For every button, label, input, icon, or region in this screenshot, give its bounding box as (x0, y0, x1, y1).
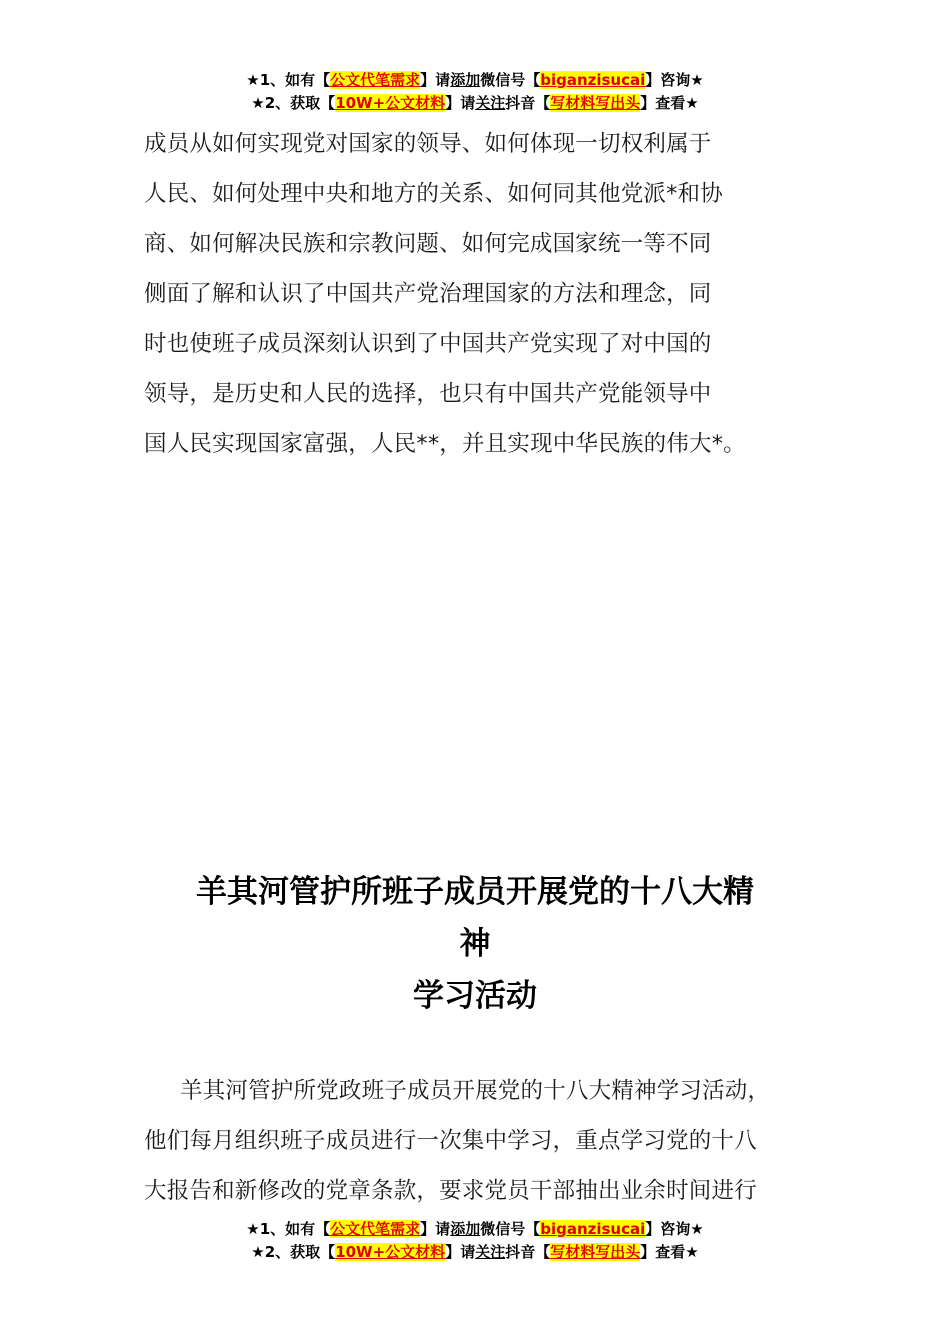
banner-text: 】咨询★ (645, 1220, 704, 1238)
banner-text: 】请 (445, 94, 476, 112)
text-line: 时也使班子成员深刻认识到了中国共产党实现了对中国的 (144, 331, 712, 357)
banner-line-1 (0, 1218, 950, 1241)
body-paragraph-1 (144, 119, 808, 469)
title-line-1: 羊其河管护所班子成员开展党的十八大精 (196, 874, 754, 910)
banner-line-2 (0, 1241, 950, 1264)
document-title (0, 866, 950, 1022)
banner-text: 】咨询★ (645, 71, 704, 89)
banner-text: 】请 (420, 1220, 451, 1238)
text-line: 成员从如何实现党对国家的领导、如何体现一切权利属于 (144, 131, 712, 157)
banner-underline: 添加 (450, 71, 481, 89)
banner-highlight: 10W+公文材料 (335, 94, 446, 112)
banner-text: 】查看★ (640, 1243, 699, 1261)
banner-text: 】请 (420, 71, 451, 89)
text-line: 商、如何解决民族和宗教问题、如何完成国家统一等不同 (144, 231, 712, 257)
text-line: 国人民实现国家富强，人民**，并且实现中华民族的伟大*。 (144, 431, 746, 457)
banner-text: 抖音【 (505, 94, 551, 112)
title-line-2: 神 (459, 926, 491, 962)
text-line: 侧面了解和认识了中国共产党治理国家的方法和理念，同 (144, 281, 712, 307)
banner-highlight: biganzisucai (540, 1220, 646, 1238)
banner-text: ★1、如有【 (246, 1220, 331, 1238)
banner-text: ★1、如有【 (246, 71, 331, 89)
banner-line-1 (0, 69, 950, 92)
header-banner (0, 69, 950, 115)
text-line: 大报告和新修改的党章条款，要求党员干部抽出业余时间进行 (144, 1178, 757, 1204)
text-line: 领导，是历史和人民的选择，也只有中国共产党能领导中 (144, 381, 712, 407)
text-line: 他们每月组织班子成员进行一次集中学习，重点学习党的十八 (144, 1128, 757, 1154)
body-paragraph-2 (144, 1066, 808, 1216)
banner-text: 】查看★ (640, 94, 699, 112)
banner-text: ★2、获取【 (251, 1243, 336, 1261)
banner-highlight: biganzisucai (540, 71, 646, 89)
banner-text: 】请 (445, 1243, 476, 1261)
banner-text: 微信号【 (480, 71, 541, 89)
banner-text: 抖音【 (505, 1243, 551, 1261)
footer-banner (0, 1218, 950, 1264)
banner-underline: 添加 (450, 1220, 481, 1238)
banner-highlight: 公文代笔需求 (330, 71, 421, 89)
banner-text: 微信号【 (480, 1220, 541, 1238)
text-line: 羊其河管护所党政班子成员开展党的十八大精神学习活动， (180, 1078, 771, 1104)
banner-highlight: 公文代笔需求 (330, 1220, 421, 1238)
banner-underline: 关注 (475, 1243, 506, 1261)
banner-highlight: 10W+公文材料 (335, 1243, 446, 1261)
banner-text: ★2、获取【 (251, 94, 336, 112)
banner-underline: 关注 (475, 94, 506, 112)
title-line-3: 学习活动 (413, 978, 537, 1014)
banner-highlight: 写材料写出头 (550, 94, 641, 112)
text-line: 人民、如何处理中央和地方的关系、如何同其他党派*和协 (144, 181, 723, 207)
banner-line-2 (0, 92, 950, 115)
banner-highlight: 写材料写出头 (550, 1243, 641, 1261)
